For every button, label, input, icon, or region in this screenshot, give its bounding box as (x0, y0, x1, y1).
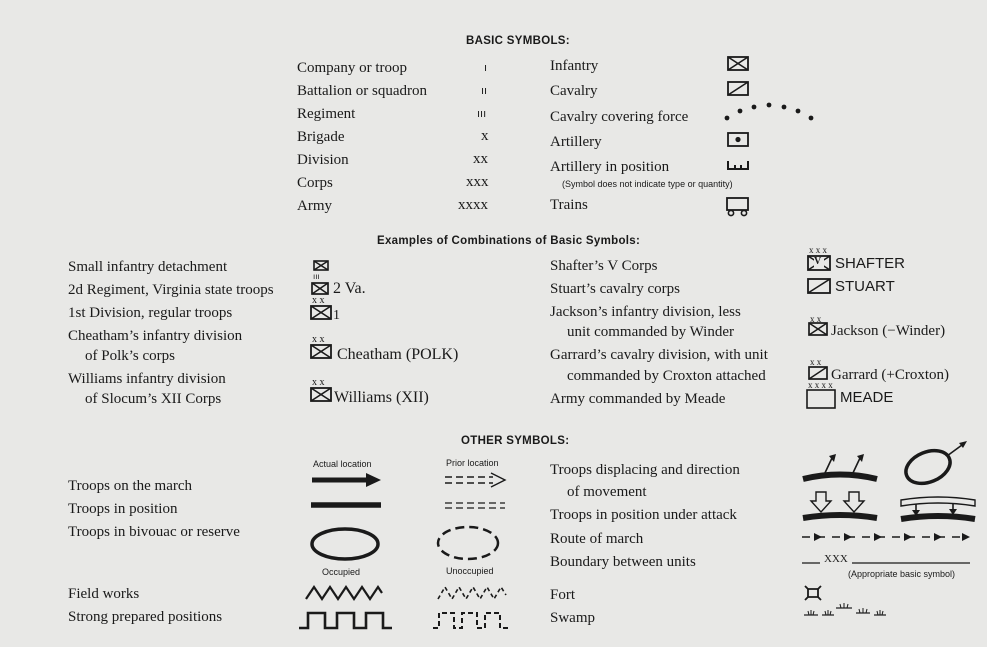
cavalry-cover-dots-icon (722, 100, 817, 126)
basic-symbol-division: xx (473, 151, 488, 167)
displacing-troops-icon (800, 452, 880, 488)
regiment-infantry-icon (311, 282, 329, 295)
basic-symbols-heading: BASIC SYMBOLS: (466, 35, 570, 47)
route-of-march-icon (800, 530, 972, 544)
regiment-echelon: ııı (313, 272, 320, 281)
regiment-tag: 2 Va. (333, 280, 366, 297)
jackson-infantry-icon (808, 322, 828, 336)
basic-label-cavalry: Cavalry (550, 83, 598, 99)
division-echelon: x x (312, 295, 325, 306)
swamp-icon (800, 600, 890, 620)
cheatham-tag: Cheatham (POLK) (337, 346, 459, 363)
basic-symbol-army: xxxx (458, 197, 488, 213)
basic-label-regiment: Regiment (297, 106, 356, 122)
unoccupied-label: Unoccupied (446, 566, 494, 576)
example-garrard-line2: commanded by Croxton attached (567, 368, 766, 384)
strong-positions-unoccupied-icon (432, 609, 512, 631)
cavalry-icon (727, 81, 749, 96)
basic-label-trains: Trains (550, 197, 588, 213)
example-division: 1st Division, regular troops (68, 305, 233, 321)
garrard-echelon: x x (810, 357, 822, 367)
example-small-infantry: Small infantry detachment (68, 259, 228, 275)
meade-tag: MEADE (840, 389, 894, 406)
examples-heading: Examples of Combinations of Basic Symbols: (377, 235, 641, 247)
example-jackson-line1: Jackson’s infantry division, less (550, 304, 741, 320)
other-troops-march: Troops on the march (68, 478, 193, 494)
basic-symbol-company: ı (484, 61, 488, 74)
basic-label-battalion: Battalion or squadron (297, 83, 427, 99)
stuart-tag: STUART (835, 278, 895, 295)
position-line-icon (310, 500, 382, 510)
shafter-tag: SHAFTER (835, 255, 906, 272)
other-troops-bivouac: Troops in bivouac or reserve (68, 524, 240, 540)
cheatham-echelon: x x (312, 334, 325, 345)
bivouac-occupied-icon (309, 525, 381, 563)
example-meade: Army commanded by Meade (550, 391, 726, 407)
williams-echelon: x x (312, 377, 325, 388)
basic-label-cavalry-cover: Cavalry covering force (550, 109, 689, 125)
shafter-corps-number: V (814, 256, 822, 267)
basic-label-artillery: Artillery (550, 134, 602, 150)
basic-label-army: Army (297, 198, 332, 214)
artillery-icon (727, 132, 749, 147)
field-works-icon (304, 583, 384, 601)
example-shafter: Shafter’s V Corps (550, 258, 658, 274)
example-cheatham-line2: of Polk’s corps (85, 348, 175, 364)
artillery-in-position-icon (727, 159, 749, 171)
other-under-attack: Troops in position under attack (550, 507, 737, 523)
example-regiment: 2d Regiment, Virginia state troops (68, 282, 274, 298)
basic-label-artillery-position: Artillery in position (550, 159, 670, 175)
example-williams-line1: Williams infantry division (68, 371, 226, 387)
field-works-unoccupied-icon (436, 581, 508, 601)
actual-location-label: Actual location (313, 459, 372, 469)
displacing-bivouac-icon (900, 440, 972, 486)
other-fort: Fort (550, 587, 576, 603)
other-displacing-line2: of movement (567, 484, 647, 500)
example-cheatham-line1: Cheatham’s infantry division (68, 328, 243, 344)
other-boundary: Boundary between units (550, 554, 696, 570)
boundary-tag: XXX (824, 553, 848, 565)
division-infantry-icon (310, 305, 332, 320)
meade-echelon: x x x x (808, 380, 833, 390)
other-field-works: Field works (68, 586, 140, 602)
under-attack-icon (800, 490, 880, 526)
basic-label-brigade: Brigade (297, 129, 345, 145)
shafter-echelon: x x x (809, 245, 827, 255)
meade-army-icon (806, 389, 836, 409)
fort-icon (804, 585, 822, 601)
example-jackson-line2: unit commanded by Winder (567, 324, 734, 340)
example-stuart: Stuart’s cavalry corps (550, 281, 680, 297)
trains-icon (726, 197, 750, 217)
basic-symbol-brigade: x (481, 128, 489, 144)
basic-label-infantry: Infantry (550, 58, 599, 74)
other-route: Route of march (550, 531, 644, 547)
other-symbols-heading: OTHER SYMBOLS: (461, 435, 570, 447)
other-troops-position: Troops in position (68, 501, 178, 517)
garrard-tag: Garrard (+Croxton) (831, 367, 950, 383)
artillery-note: (Symbol does not indicate type or quantity) (562, 179, 733, 189)
jackson-echelon: x x (810, 314, 822, 324)
basic-label-corps: Corps (297, 175, 333, 191)
basic-label-division: Division (297, 152, 349, 168)
basic-label-company: Company or troop (297, 60, 407, 76)
example-garrard-line1: Garrard’s cavalry division, with unit (550, 347, 768, 363)
infantry-icon (727, 56, 749, 71)
other-strong-positions: Strong prepared positions (68, 609, 223, 625)
prior-position-line-icon (443, 500, 509, 510)
boundary-note: (Appropriate basic symbol) (848, 569, 956, 579)
basic-symbol-regiment: ııı (477, 107, 487, 120)
occupied-label: Occupied (322, 567, 361, 577)
cheatham-infantry-icon (310, 344, 332, 359)
strong-positions-icon (298, 609, 394, 631)
prior-location-label: Prior location (446, 458, 499, 468)
example-williams-line2: of Slocum’s XII Corps (85, 391, 222, 407)
march-arrow-icon (310, 470, 382, 490)
williams-tag: Williams (XII) (334, 389, 429, 406)
other-swamp: Swamp (550, 610, 595, 626)
other-displacing-line1: Troops displacing and direction (550, 462, 740, 478)
stuart-cavalry-icon (807, 278, 831, 294)
jackson-tag: Jackson (−Winder) (831, 323, 946, 339)
division-tag: 1 (333, 308, 340, 323)
bivouac-unoccupied-icon (434, 523, 502, 563)
small-infantry-icon (313, 260, 329, 271)
under-attack-displacing-icon (898, 492, 978, 526)
basic-symbol-battalion: ıı (481, 84, 488, 97)
williams-infantry-icon (310, 387, 332, 402)
garrard-cavalry-icon (808, 366, 828, 380)
basic-symbol-corps: xxx (466, 174, 489, 190)
prior-march-arrow-icon (443, 470, 509, 490)
